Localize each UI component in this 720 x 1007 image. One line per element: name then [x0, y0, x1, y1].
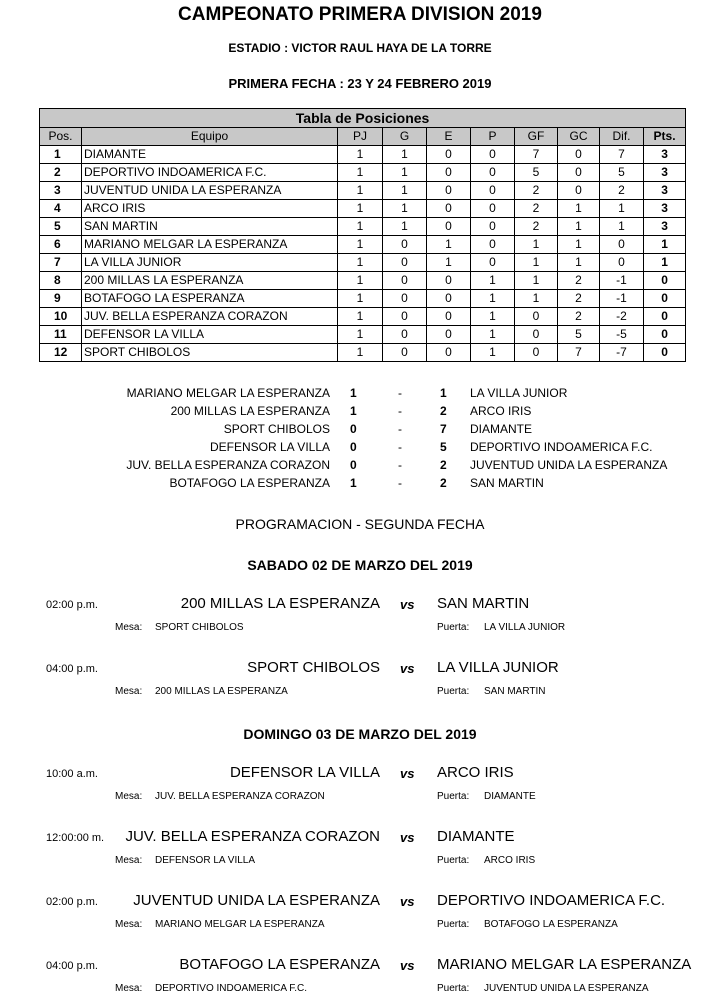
match-item [0, 825, 720, 871]
table-cell: 2 [558, 290, 600, 308]
table-cell: 1 [383, 182, 427, 200]
team-cell: DEPORTIVO INDOAMERICA F.C. [82, 164, 338, 182]
table-cell: 0 [383, 236, 427, 254]
table-cell: 1 [471, 326, 515, 344]
home-team: DEFENSOR LA VILLA [229, 764, 380, 781]
away-team: DIAMANTE [437, 828, 515, 845]
match-item [0, 592, 720, 638]
column-header: Dif. [600, 128, 644, 146]
table-cell: 1 [338, 272, 383, 290]
result-row [0, 476, 720, 494]
table-cell: 7 [600, 146, 644, 164]
table-cell: 0 [644, 290, 686, 308]
gate-team: DIAMANTE [484, 791, 536, 802]
table-cell: 2 [558, 308, 600, 326]
mesa-label: Mesa: [115, 983, 143, 994]
table-cell: 0 [644, 308, 686, 326]
table-cell: 0 [600, 254, 644, 272]
column-header: PJ [338, 128, 383, 146]
table-cell: 3 [644, 182, 686, 200]
table-row [40, 254, 686, 272]
table-cell: 6 [40, 236, 82, 254]
away-score: 1 [440, 386, 447, 400]
home-team: BOTAFOGO LA ESPERANZA [169, 476, 330, 490]
table-cell: 9 [40, 290, 82, 308]
home-score: 0 [350, 440, 357, 454]
mesa-label: Mesa: [115, 855, 143, 866]
table-cell: 5 [558, 326, 600, 344]
table-cell: 0 [383, 308, 427, 326]
table-cell: 2 [515, 200, 558, 218]
team-cell: JUVENTUD UNIDA LA ESPERANZA [82, 182, 338, 200]
table-cell: 2 [600, 182, 644, 200]
away-score: 5 [440, 440, 447, 454]
table-official-team: DEPORTIVO INDOAMERICA F.C. [155, 983, 308, 994]
table-cell: 0 [383, 254, 427, 272]
table-cell: 1 [338, 200, 383, 218]
match-time: 10:00 a.m. [46, 768, 98, 780]
home-team: SPORT CHIBOLOS [223, 422, 330, 436]
table-cell: 7 [558, 344, 600, 362]
mesa-label: Mesa: [115, 686, 143, 697]
column-header: Pts. [644, 128, 686, 146]
table-cell: 1 [338, 218, 383, 236]
vs-label: vs [400, 661, 415, 676]
table-cell: -7 [600, 344, 644, 362]
result-row [0, 386, 720, 404]
vs-label: vs [400, 597, 415, 612]
away-team: DIAMANTE [470, 422, 533, 436]
vs-label: vs [400, 894, 415, 909]
away-team: SAN MARTIN [470, 476, 544, 490]
table-official-team: 200 MILLAS LA ESPERANZA [155, 686, 288, 697]
table-cell: 0 [383, 272, 427, 290]
table-row [40, 236, 686, 254]
table-cell: 3 [644, 200, 686, 218]
home-score: 0 [350, 458, 357, 472]
table-cell: 8 [40, 272, 82, 290]
gate-team: LA VILLA JUNIOR [484, 622, 566, 633]
table-cell: 0 [600, 236, 644, 254]
table-cell: 3 [644, 218, 686, 236]
table-cell: 1 [644, 236, 686, 254]
table-cell: 3 [644, 146, 686, 164]
table-cell: 1 [471, 308, 515, 326]
column-header: E [427, 128, 471, 146]
table-cell: 1 [40, 146, 82, 164]
home-team: 200 MILLAS LA ESPERANZA [180, 595, 380, 612]
table-cell: 5 [40, 218, 82, 236]
table-cell: 1 [383, 146, 427, 164]
table-cell: 1 [558, 200, 600, 218]
table-cell: 4 [40, 200, 82, 218]
table-cell: 3 [644, 164, 686, 182]
away-team: SAN MARTIN [437, 595, 530, 612]
table-cell: 11 [40, 326, 82, 344]
away-score: 2 [440, 404, 447, 418]
table-cell: 0 [558, 146, 600, 164]
table-row [40, 200, 686, 218]
puerta-label: Puerta: [437, 686, 470, 697]
column-header: Equipo [82, 128, 338, 146]
table-cell: 2 [40, 164, 82, 182]
away-score: 7 [440, 422, 447, 436]
table-official-team: MARIANO MELGAR LA ESPERANZA [155, 919, 325, 930]
table-row [40, 218, 686, 236]
table-cell: 0 [383, 326, 427, 344]
away-team: ARCO IRIS [437, 764, 514, 781]
table-cell: 1 [383, 200, 427, 218]
away-team: LA VILLA JUNIOR [470, 386, 568, 400]
column-header: G [383, 128, 427, 146]
table-cell: 2 [558, 272, 600, 290]
table-cell: 0 [471, 146, 515, 164]
home-team: MARIANO MELGAR LA ESPERANZA [126, 386, 330, 400]
team-cell: ARCO IRIS [82, 200, 338, 218]
table-cell: 0 [471, 236, 515, 254]
table-cell: -2 [600, 308, 644, 326]
table-cell: 1 [558, 218, 600, 236]
mesa-label: Mesa: [115, 919, 143, 930]
table-cell: 0 [427, 164, 471, 182]
table-cell: -1 [600, 272, 644, 290]
table-cell: 1 [338, 254, 383, 272]
score-separator: - [398, 440, 402, 454]
day-heading: SABADO 02 DE MARZO DEL 2019 [247, 557, 473, 573]
home-team: BOTAFOGO LA ESPERANZA [179, 956, 380, 973]
match-time: 04:00 p.m. [46, 663, 98, 675]
table-cell: 0 [427, 182, 471, 200]
away-team: ARCO IRIS [470, 404, 532, 418]
table-cell: 1 [515, 254, 558, 272]
vs-label: vs [400, 958, 415, 973]
table-cell: 0 [515, 326, 558, 344]
home-score: 1 [350, 404, 357, 418]
score-separator: - [398, 422, 402, 436]
table-cell: 0 [471, 164, 515, 182]
home-team: DEFENSOR LA VILLA [209, 440, 330, 454]
table-cell: 12 [40, 344, 82, 362]
table-cell: 1 [338, 326, 383, 344]
table-cell: 0 [471, 218, 515, 236]
score-separator: - [398, 404, 402, 418]
table-cell: 0 [644, 272, 686, 290]
table-cell: 0 [427, 218, 471, 236]
table-cell: 0 [427, 200, 471, 218]
away-score: 2 [440, 458, 447, 472]
table-cell: 1 [515, 236, 558, 254]
table-cell: 0 [383, 290, 427, 308]
puerta-label: Puerta: [437, 791, 470, 802]
home-team: JUVENTUD UNIDA LA ESPERANZA [133, 892, 380, 909]
standings-table [39, 108, 686, 362]
table-cell: 0 [427, 326, 471, 344]
table-row [40, 290, 686, 308]
home-team: SPORT CHIBOLOS [247, 659, 380, 676]
table-cell: 1 [383, 218, 427, 236]
team-cell: MARIANO MELGAR LA ESPERANZA [82, 236, 338, 254]
table-cell: 1 [427, 236, 471, 254]
home-score: 1 [350, 386, 357, 400]
puerta-label: Puerta: [437, 855, 470, 866]
result-row [0, 440, 720, 458]
table-cell: 1 [515, 290, 558, 308]
table-row [40, 146, 686, 164]
table-cell: 5 [600, 164, 644, 182]
table-cell: 1 [558, 236, 600, 254]
programming-title: PROGRAMACION - SEGUNDA FECHA [235, 516, 485, 532]
table-cell: 2 [515, 182, 558, 200]
team-cell: SPORT CHIBOLOS [82, 344, 338, 362]
table-cell: 1 [338, 236, 383, 254]
table-cell: -1 [600, 290, 644, 308]
table-cell: 0 [427, 344, 471, 362]
table-cell: 1 [471, 272, 515, 290]
table-cell: 10 [40, 308, 82, 326]
table-cell: 1 [338, 290, 383, 308]
match-time: 12:00:00 m. [46, 832, 105, 844]
table-cell: 0 [644, 344, 686, 362]
table-cell: 1 [338, 344, 383, 362]
table-cell: 0 [427, 308, 471, 326]
table-cell: 2 [515, 218, 558, 236]
mesa-label: Mesa: [115, 622, 143, 633]
column-header: GC [558, 128, 600, 146]
away-team: DEPORTIVO INDOAMERICA F.C. [470, 440, 653, 454]
table-cell: 1 [600, 218, 644, 236]
table-official-team: DEFENSOR LA VILLA [155, 855, 256, 866]
table-cell: 0 [427, 290, 471, 308]
team-cell: BOTAFOGO LA ESPERANZA [82, 290, 338, 308]
table-cell: 0 [644, 326, 686, 344]
puerta-label: Puerta: [437, 622, 470, 633]
vs-label: vs [400, 766, 415, 781]
match-time: 02:00 p.m. [46, 896, 98, 908]
match-item [0, 656, 720, 702]
home-team: 200 MILLAS LA ESPERANZA [170, 404, 330, 418]
result-row [0, 422, 720, 440]
table-cell: 0 [515, 308, 558, 326]
mesa-label: Mesa: [115, 791, 143, 802]
away-score: 2 [440, 476, 447, 490]
result-row [0, 404, 720, 422]
standings-body [40, 146, 686, 362]
table-cell: 1 [338, 182, 383, 200]
team-cell: DIAMANTE [82, 146, 338, 164]
away-team: MARIANO MELGAR LA ESPERANZA [437, 956, 692, 973]
day-heading: DOMINGO 03 DE MARZO DEL 2019 [243, 726, 477, 742]
table-cell: 1 [471, 290, 515, 308]
table-cell: 1 [338, 308, 383, 326]
table-cell: 1 [515, 272, 558, 290]
table-row [40, 344, 686, 362]
table-cell: 1 [644, 254, 686, 272]
score-separator: - [398, 386, 402, 400]
away-team: LA VILLA JUNIOR [437, 659, 559, 676]
away-team: JUVENTUD UNIDA LA ESPERANZA [470, 458, 668, 472]
table-official-team: JUV. BELLA ESPERANZA CORAZON [155, 791, 325, 802]
away-team: DEPORTIVO INDOAMERICA F.C. [437, 892, 666, 909]
match-time: 04:00 p.m. [46, 960, 98, 972]
match-item [0, 889, 720, 935]
table-cell: -5 [600, 326, 644, 344]
gate-team: BOTAFOGO LA ESPERANZA [484, 919, 618, 930]
table-cell: 1 [558, 254, 600, 272]
team-cell: JUV. BELLA ESPERANZA CORAZON [82, 308, 338, 326]
gate-team: ARCO IRIS [484, 855, 536, 866]
match-item [0, 761, 720, 807]
puerta-label: Puerta: [437, 983, 470, 994]
column-header: P [471, 128, 515, 146]
team-cell: SAN MARTIN [82, 218, 338, 236]
table-cell: 0 [558, 164, 600, 182]
table-row [40, 272, 686, 290]
puerta-label: Puerta: [437, 919, 470, 930]
match-item [0, 953, 720, 999]
table-cell: 0 [558, 182, 600, 200]
gate-team: SAN MARTIN [484, 686, 546, 697]
score-separator: - [398, 458, 402, 472]
table-cell: 1 [427, 254, 471, 272]
gate-team: JUVENTUD UNIDA LA ESPERANZA [484, 983, 649, 994]
table-cell: 0 [471, 200, 515, 218]
home-team: JUV. BELLA ESPERANZA CORAZON [126, 458, 330, 472]
table-cell: 5 [515, 164, 558, 182]
table-cell: 1 [600, 200, 644, 218]
result-row [0, 458, 720, 476]
team-cell: 200 MILLAS LA ESPERANZA [82, 272, 338, 290]
table-row [40, 164, 686, 182]
standings-header-row [40, 128, 686, 146]
home-team: JUV. BELLA ESPERANZA CORAZON [125, 828, 380, 845]
table-cell: 1 [383, 164, 427, 182]
table-cell: 7 [515, 146, 558, 164]
table-cell: 0 [427, 272, 471, 290]
table-cell: 0 [471, 254, 515, 272]
score-separator: - [398, 476, 402, 490]
team-cell: LA VILLA JUNIOR [82, 254, 338, 272]
stadium-label: ESTADIO : VICTOR RAUL HAYA DE LA TORRE [228, 41, 492, 55]
table-cell: 1 [471, 344, 515, 362]
vs-label: vs [400, 830, 415, 845]
round-date-label: PRIMERA FECHA : 23 Y 24 FEBRERO 2019 [228, 76, 492, 91]
table-cell: 0 [383, 344, 427, 362]
table-official-team: SPORT CHIBOLOS [155, 622, 244, 633]
home-score: 0 [350, 422, 357, 436]
table-row [40, 308, 686, 326]
standings-title: Tabla de Posiciones [40, 109, 686, 128]
document-title: CAMPEONATO PRIMERA DIVISION 2019 [178, 4, 542, 25]
first-round-results [0, 386, 720, 494]
table-cell: 3 [40, 182, 82, 200]
table-row [40, 182, 686, 200]
table-cell: 0 [515, 344, 558, 362]
table-cell: 0 [471, 182, 515, 200]
table-cell: 1 [338, 146, 383, 164]
table-cell: 1 [338, 164, 383, 182]
table-cell: 0 [427, 146, 471, 164]
table-cell: 7 [40, 254, 82, 272]
match-time: 02:00 p.m. [46, 599, 98, 611]
column-header: Pos. [40, 128, 82, 146]
home-score: 1 [350, 476, 357, 490]
team-cell: DEFENSOR LA VILLA [82, 326, 338, 344]
column-header: GF [515, 128, 558, 146]
table-row [40, 326, 686, 344]
